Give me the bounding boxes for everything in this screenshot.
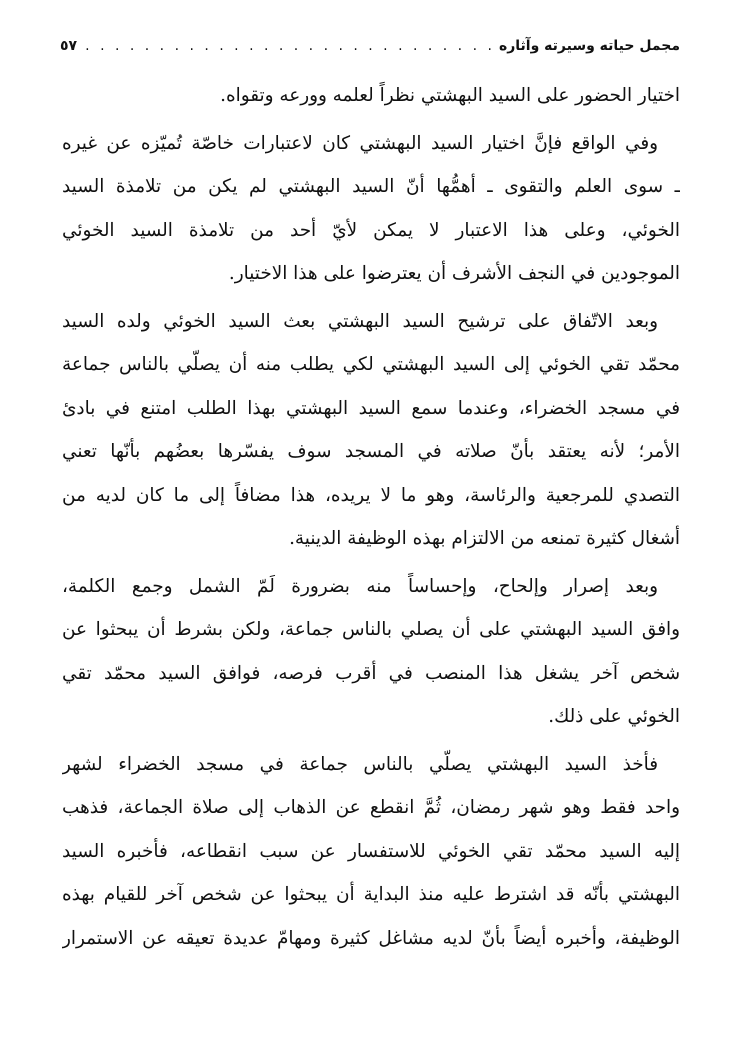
page-number: ٥٧	[60, 38, 78, 54]
text-line: الموجودين في النجف الأشرف أن يعترضوا على هذا الاختيار.	[228, 263, 680, 284]
page-body	[62, 74, 680, 960]
text-line: فأخذ السيد البهشتي يصلّي بالناس جماعة في مسجد الخضراء لشهر	[62, 753, 658, 775]
paragraph	[62, 74, 680, 118]
paragraph	[62, 300, 680, 561]
text-line: وافق السيد البهشتي على أن يصلي بالناس جماعة، ولكن بشرط أن يبحثوا عن	[62, 619, 680, 640]
text-line: الخوئي على ذلك.	[548, 706, 680, 727]
text-line: الوظيفة، وأخبره أيضاً بأنّ لديه مشاغل كثيرة ومهامّ عديدة تعيقه عن الاستمرار	[62, 927, 680, 949]
header-dot-leader	[81, 38, 495, 54]
text-line: إليه السيد محمّد تقي الخوئي للاستفسار عن سبب انقطاعه، فأخبره السيد	[62, 840, 680, 862]
text-line: الخوئي، وعلى هذا الاعتبار لا يمكن لأيّ أحد من تلامذة السيد الخوئي	[62, 219, 680, 241]
text-line: أشغال كثيرة تمنعه من الالتزام بهذه الوظيفة الدينية.	[289, 528, 680, 549]
paragraph	[62, 565, 680, 739]
text-line: محمّد تقي الخوئي إلى السيد البهشتي لكي يطلب منه أن يصلّي بالناس جماعة	[62, 354, 680, 375]
text-line: وبعد الاتّفاق على ترشيح السيد البهشتي بعث السيد الخوئي ولده السيد	[62, 310, 658, 332]
text-line: وفي الواقع فإنَّ اختيار السيد البهشتي كان لاعتبارات خاصّة تُميّزه عن غيره	[62, 132, 658, 154]
text-line: شخص آخر يشغل هذا المنصب في أقرب فرصه، فوافق السيد محمّد تقي	[62, 662, 680, 684]
paragraph	[62, 743, 680, 961]
running-header-title: مجمل حياته وسيرته وآثاره	[498, 38, 680, 54]
text-line: البهشتي بأنّه قد اشترط عليه منذ البداية أن يبحثوا عن شخص آخر للقيام بهذه	[62, 884, 680, 905]
text-line: واحد فقط وهو شهر رمضان، ثُمَّ انقطع عن الذهاب إلى صلاة الجماعة، فذهب	[62, 797, 680, 818]
text-line: اختيار الحضور على السيد البهشتي نظراً لعلمه وورعه وتقواه.	[220, 85, 680, 106]
text-line: وبعد إصرار وإلحاح، وإحساساً منه بضرورة لَمّ الشمل وجمع الكلمة،	[62, 575, 658, 597]
text-line: ـ سوى العلم والتقوى ـ أهمُّها أنّ السيد البهشتي لم يكن من تلامذة السيد	[62, 176, 680, 197]
text-line: التصدي للمرجعية والرئاسة، وهو ما لا يريده، هذا مضافاً إلى ما كان لديه من	[62, 484, 680, 506]
running-header	[60, 34, 680, 58]
paragraph	[62, 122, 680, 296]
text-line: الأمر؛ لأنه يعتقد بأنّ صلاته في المسجد سوف يفسّرها بعضُهم بأنّها تعني	[62, 441, 680, 462]
text-line: في مسجد الخضراء، وعندما سمع السيد البهشتي بهذا الطلب امتنع في بادئ	[62, 397, 680, 419]
